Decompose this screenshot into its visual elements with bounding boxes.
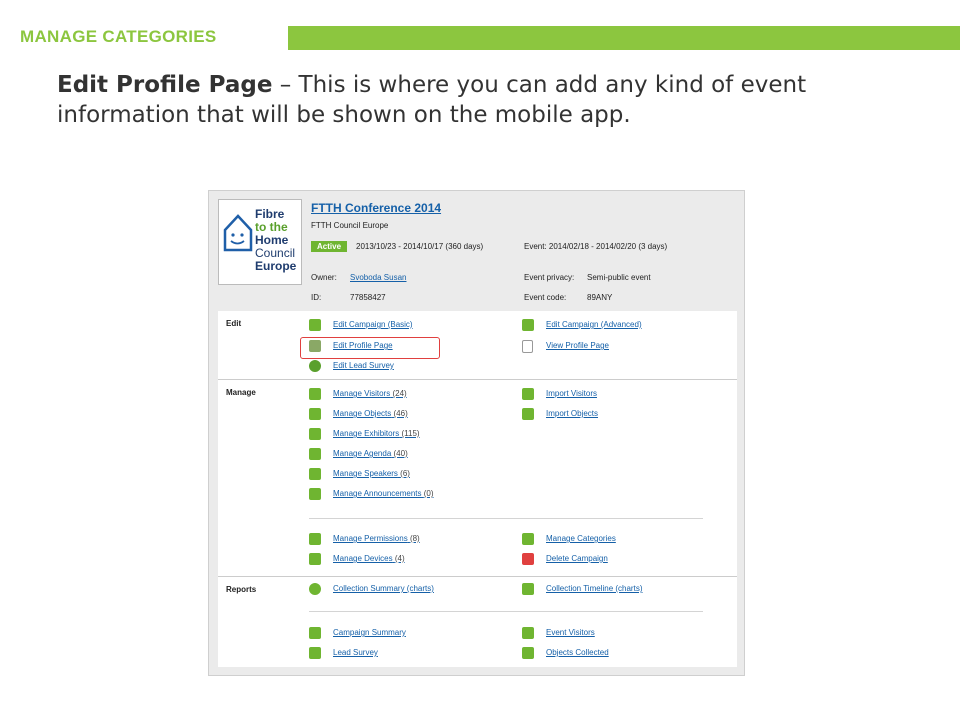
- calendar-icon: [309, 448, 321, 460]
- edit-section: [218, 311, 737, 379]
- count-badge: (24): [392, 389, 407, 398]
- bar-chart-icon: [522, 627, 534, 639]
- logo-line-5: Europe: [255, 259, 297, 273]
- link-label[interactable]: Event Visitors: [546, 628, 595, 637]
- categories-icon: [522, 533, 534, 545]
- link-label[interactable]: Manage Categories: [546, 534, 616, 543]
- import-users-icon: [522, 388, 534, 400]
- logo-line-2: to the: [255, 220, 288, 234]
- logo-line-1: Fibre: [255, 207, 285, 221]
- campaign-header: [218, 199, 737, 311]
- reports-section: [218, 577, 737, 667]
- link-label[interactable]: [333, 447, 408, 461]
- link-text[interactable]: Manage Visitors: [333, 389, 391, 398]
- link-text[interactable]: Manage Permissions: [333, 534, 408, 543]
- link-label[interactable]: Lead Survey: [333, 648, 378, 657]
- link-text[interactable]: Manage Exhibitors: [333, 429, 400, 438]
- owner-name[interactable]: Svoboda Susan: [350, 273, 407, 282]
- ftth-logo: [218, 199, 302, 285]
- section-label-reports: Reports: [226, 585, 257, 594]
- count-badge: (8): [409, 534, 420, 543]
- link-label[interactable]: [333, 387, 407, 401]
- link-label[interactable]: [333, 427, 420, 441]
- count-badge: (0): [423, 489, 434, 498]
- logo-text: [255, 208, 296, 273]
- link-label[interactable]: Campaign Summary: [333, 628, 406, 637]
- users-icon: [309, 388, 321, 400]
- highlight-box: [300, 337, 440, 359]
- link-text[interactable]: Manage Agenda: [333, 449, 392, 458]
- campaign-dates: 2013/10/23 - 2014/10/17 (360 days): [356, 242, 484, 251]
- description-text: – This is where you can add any kind of event information that will be shown on the mobile app.: [57, 72, 807, 128]
- megaphone-icon: [309, 488, 321, 500]
- link-label[interactable]: Edit Profile Page: [333, 341, 393, 350]
- id-value: 77858427: [350, 293, 386, 302]
- line-chart-icon: [309, 627, 321, 639]
- survey-chart-icon: [309, 647, 321, 659]
- link-label[interactable]: [333, 407, 408, 421]
- screenshot-panel: [208, 190, 745, 676]
- speaker-icon: [309, 468, 321, 480]
- count-badge: (115): [401, 429, 420, 438]
- count-badge: (4): [394, 554, 405, 563]
- link-label[interactable]: [333, 552, 405, 566]
- pencil-icon: [309, 319, 321, 331]
- link-label[interactable]: Import Visitors: [546, 389, 597, 398]
- objects-icon: [309, 408, 321, 420]
- link-label[interactable]: Collection Timeline (charts): [546, 584, 643, 593]
- id-label: ID:: [311, 293, 322, 302]
- survey-icon: [309, 360, 321, 372]
- exhibitor-icon: [309, 428, 321, 440]
- inner-divider: [309, 611, 703, 612]
- status-badge: Active: [311, 241, 347, 252]
- manage-section: [218, 380, 737, 576]
- link-label[interactable]: [333, 532, 420, 546]
- description-bold: Edit Profile Page: [57, 72, 273, 98]
- count-badge: (40): [393, 449, 408, 458]
- link-label[interactable]: [333, 467, 410, 481]
- link-text[interactable]: Manage Devices: [333, 554, 393, 563]
- inner-divider: [309, 518, 703, 519]
- link-text[interactable]: Manage Objects: [333, 409, 392, 418]
- slide-description: [57, 70, 917, 130]
- section-label-manage: Manage: [226, 388, 256, 397]
- house-icon: [222, 212, 254, 252]
- event-dates: Event: 2014/02/18 - 2014/02/20 (3 days): [524, 242, 668, 251]
- link-label[interactable]: Edit Campaign (Advanced): [546, 320, 642, 329]
- code-label: Event code:: [524, 293, 567, 302]
- owner-label: Owner:: [311, 273, 337, 282]
- devices-icon: [309, 553, 321, 565]
- privacy-label: Event privacy:: [524, 273, 575, 282]
- link-label[interactable]: View Profile Page: [546, 341, 609, 350]
- logo-line-3: Home: [255, 233, 289, 247]
- campaign-title-link[interactable]: FTTH Conference 2014: [311, 201, 442, 215]
- link-text[interactable]: Manage Speakers: [333, 469, 398, 478]
- code-value: 89ANY: [587, 293, 613, 302]
- pie-chart-icon: [309, 583, 321, 595]
- pencil-icon: [522, 319, 534, 331]
- link-label[interactable]: Collection Summary (charts): [333, 584, 434, 593]
- owner-link[interactable]: [350, 273, 407, 282]
- link-label[interactable]: Edit Lead Survey: [333, 361, 394, 370]
- objects-chart-icon: [522, 647, 534, 659]
- privacy-value: Semi-public event: [587, 273, 651, 282]
- timeline-chart-icon: [522, 583, 534, 595]
- link-label[interactable]: Objects Collected: [546, 648, 609, 657]
- organization-name: FTTH Council Europe: [311, 221, 389, 230]
- link-label[interactable]: Edit Campaign (Basic): [333, 320, 413, 329]
- slide-title: MANAGE CATEGORIES: [20, 27, 217, 46]
- logo-line-4: Council: [255, 246, 296, 260]
- link-label[interactable]: [333, 487, 434, 501]
- link-label[interactable]: Delete Campaign: [546, 554, 608, 563]
- permissions-icon: [309, 533, 321, 545]
- trash-icon: [522, 553, 534, 565]
- page-icon: [522, 340, 533, 353]
- link-label[interactable]: Import Objects: [546, 409, 599, 418]
- link-text[interactable]: Manage Announcements: [333, 489, 422, 498]
- import-objects-icon: [522, 408, 534, 420]
- section-label-edit: Edit: [226, 319, 242, 328]
- count-badge: (46): [393, 409, 408, 418]
- count-badge: (6): [400, 469, 410, 478]
- title-accent-bar: [288, 26, 960, 50]
